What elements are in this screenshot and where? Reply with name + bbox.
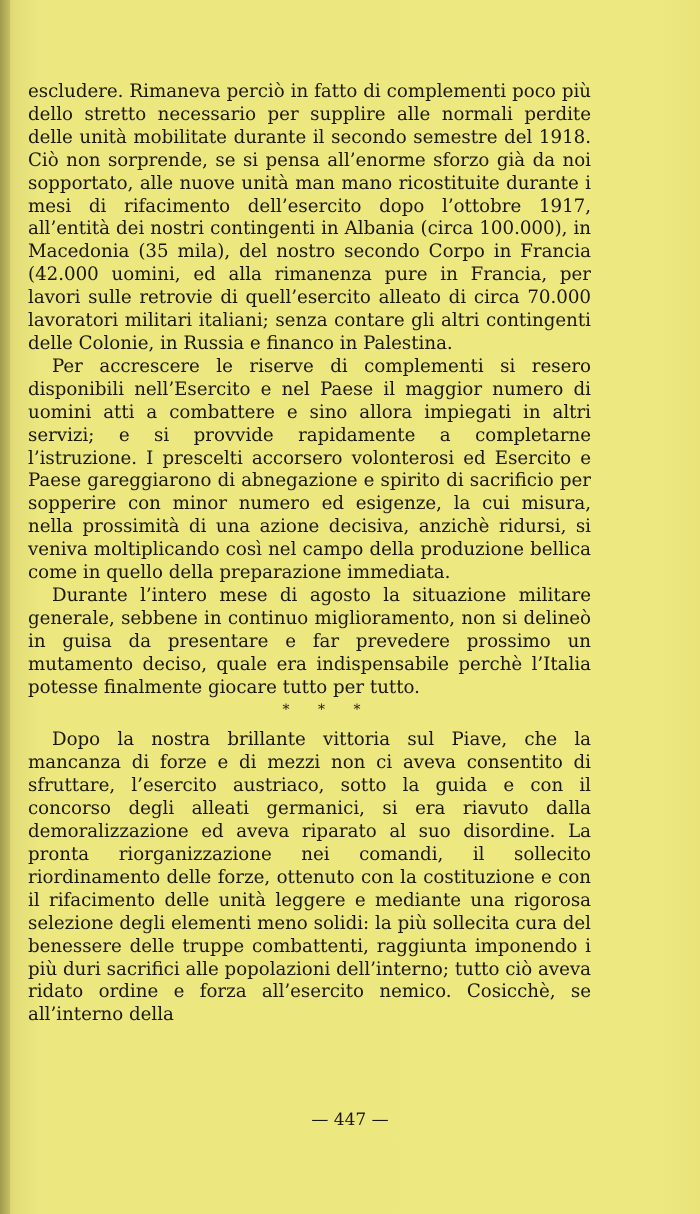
paragraph-complementi: Per accrescere le riserve di complementi si resero disponibili nell’Esercito e nel Paese il maggior numero di uomini atti a combattere e sino allora impiegati in altri servizi; e si provvide rapidamente a completarne l’istruzione. I prescelti accorsero volonterosi ed Esercito e Paese gareggiarono di abnegazione e spirito di sacrificio per sopperire con minor numero ed esigenze, la cui misura, nella prossimità di una azione decisiva, anzichè ridursi, si veniva moltiplicando così nel campo della produzione bellica come in quello della preparazione immediata. bbox=[28, 355, 591, 584]
paragraph-agosto: Durante l’intero mese di agosto la situazione militare generale, sebbene in continuo miglioramento, non si delineò in guisa da presentare e far prevedere prossimo un mutamento deciso, quale era indispensabile perchè l’Italia potesse finalmente giocare tutto per tutto. bbox=[28, 584, 591, 698]
section-separator: * * * bbox=[282, 702, 373, 719]
paragraph-continued: escludere. Rimaneva perciò in fatto di complementi poco più dello stretto necessario per supplire alle normali perdite delle unità mobilitate durante il secondo semestre del 1918. Ciò non sorprende, se si pensa all’enorme sforzo già da noi sopportato, alle nuove unità man mano ricostituite durante i mesi di rifacimento dell’esercito dopo l’ottobre 1917, all’entità dei nostri contingenti in Albania (circa 100.000), in Macedonia (35 mila), del nostro secondo Corpo in Francia (42.000 uomini, ed alla rimanenza pure in Francia, per lavori sulle retrovie di quell’esercito alleato di circa 70.000 lavoratori militari italiani; senza contare gli altri contingenti delle Colonie, in Russia e financo in Palestina. bbox=[28, 81, 591, 354]
body-text bbox=[28, 81, 591, 1027]
paragraph-piave: Dopo la nostra brillante vittoria sul Piave, che la mancanza di forze e di mezzi non ci aveva consentito di sfruttare, l’esercito austriaco, sotto la guida e con il concorso degli alleati germanici, si era riavuto dalla demoralizzazione ed aveva riparato al suo disordine. La pronta riorganizzazione nei comandi, il sollecito riordinamento delle forze, ottenuto con la costituzione e con il rifacimento delle unità leggere e mediante una rigorosa selezione degli elementi meno solidi: la più sollecita cura del benessere delle truppe combattenti, raggiunta imponendo i più duri sacrifici alle popolazioni dell’interno; tutto ciò aveva ridato ordine e forza all’esercito nemico. Cosicchè, se all’interno della bbox=[28, 729, 591, 1026]
page-number: — 447 — bbox=[311, 1110, 389, 1130]
page-binding-edge bbox=[0, 0, 10, 1214]
